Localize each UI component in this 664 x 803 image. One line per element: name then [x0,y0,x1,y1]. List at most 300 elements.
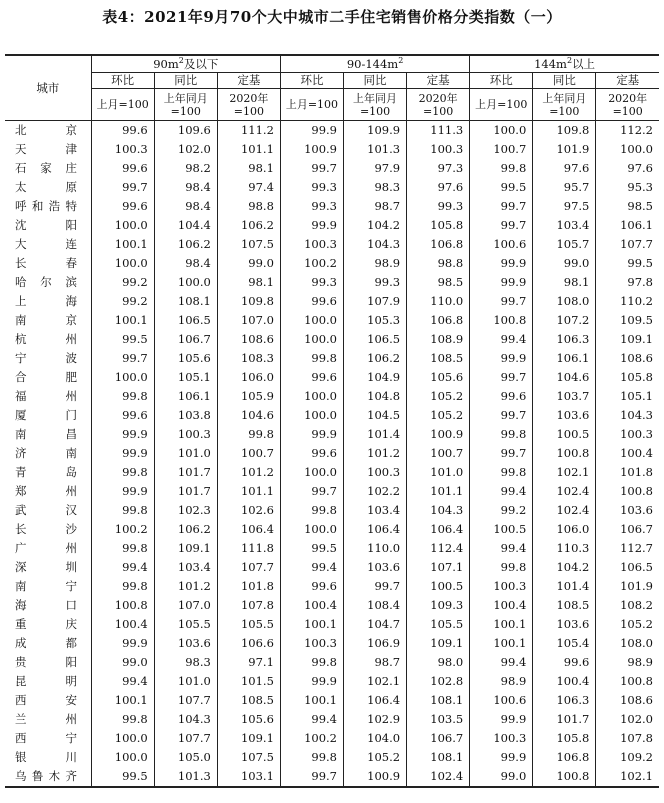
index-value-cell: 106.8 [533,748,596,767]
index-value-cell: 99.9 [470,349,533,368]
city-cell [5,577,91,596]
base-header-yoy: 上年同月=100 [154,89,217,121]
index-value-cell: 101.1 [217,482,280,501]
index-value-cell: 106.2 [344,349,407,368]
index-value-cell: 102.4 [533,482,596,501]
index-value-cell: 100.8 [596,672,659,691]
index-value-cell: 106.4 [344,520,407,539]
index-value-cell: 105.3 [344,311,407,330]
index-value-cell: 101.0 [154,444,217,463]
index-value-cell: 99.5 [596,254,659,273]
index-value-cell: 98.8 [407,254,470,273]
index-value-cell: 100.1 [91,691,154,710]
sub-header-yoy: 同比 [533,73,596,89]
index-value-cell: 105.8 [533,729,596,748]
index-value-cell: 99.4 [280,558,343,577]
index-value-cell: 103.5 [407,710,470,729]
city-name: 宁波 [15,351,77,365]
index-value-cell: 103.6 [154,634,217,653]
index-value-cell: 109.9 [344,121,407,141]
index-value-cell: 102.6 [217,501,280,520]
city-name: 武汉 [15,503,77,517]
index-value-cell: 99.7 [470,368,533,387]
index-value-cell: 99.6 [280,444,343,463]
city-name: 北京 [15,123,77,137]
index-value-cell: 99.0 [533,254,596,273]
index-value-cell: 99.5 [280,539,343,558]
sub-header-fixed-base: 定基 [596,73,659,89]
table-row [5,349,659,368]
table-row [5,577,659,596]
index-value-cell: 100.3 [280,235,343,254]
index-value-cell: 104.0 [344,729,407,748]
index-value-cell: 106.0 [533,520,596,539]
index-value-cell: 105.4 [533,634,596,653]
city-name: 成都 [15,636,77,650]
index-value-cell: 99.4 [470,539,533,558]
index-value-cell: 105.7 [533,235,596,254]
table-row [5,482,659,501]
city-name: 杭州 [15,332,77,346]
index-value-cell: 99.5 [91,330,154,349]
index-value-cell: 101.0 [407,463,470,482]
group-header-medium: $90-144m^2$ [280,55,469,73]
index-value-cell: 99.9 [280,672,343,691]
index-value-cell: 106.3 [533,330,596,349]
index-value-cell: 109.1 [407,634,470,653]
city-name: 南宁 [15,579,77,593]
index-value-cell: 108.9 [407,330,470,349]
index-value-cell: 99.6 [280,577,343,596]
index-value-cell: 98.1 [217,273,280,292]
city-cell [5,463,91,482]
index-value-cell: 109.5 [596,311,659,330]
index-value-cell: 107.7 [217,558,280,577]
index-value-cell: 98.3 [154,653,217,672]
index-value-cell: 99.6 [91,121,154,141]
index-value-cell: 102.3 [154,501,217,520]
index-value-cell: 111.3 [407,121,470,141]
index-value-cell: 100.1 [91,235,154,254]
city-cell [5,710,91,729]
city-name: 青岛 [15,465,77,479]
index-value-cell: 100.5 [470,520,533,539]
index-value-cell: 100.9 [280,140,343,159]
index-value-cell: 102.4 [533,501,596,520]
index-value-cell: 107.7 [154,729,217,748]
index-value-cell: 101.1 [217,140,280,159]
index-value-cell: 100.4 [280,596,343,615]
index-value-cell: 103.7 [533,387,596,406]
index-value-cell: 99.8 [91,387,154,406]
index-value-cell: 98.3 [344,178,407,197]
index-value-cell: 99.8 [470,159,533,178]
index-value-cell: 99.9 [280,216,343,235]
index-value-cell: 110.2 [596,292,659,311]
index-value-cell: 106.8 [407,311,470,330]
index-value-cell: 99.8 [91,577,154,596]
index-value-cell: 112.7 [596,539,659,558]
index-value-cell: 100.1 [280,691,343,710]
index-value-cell: 95.7 [533,178,596,197]
index-value-cell: 106.7 [154,330,217,349]
index-value-cell: 105.1 [154,368,217,387]
index-value-cell: 107.8 [596,729,659,748]
table-row [5,634,659,653]
index-value-cell: 98.2 [154,159,217,178]
index-value-cell: 101.3 [154,767,217,787]
table-row [5,691,659,710]
index-value-cell: 105.5 [154,615,217,634]
index-value-cell: 106.3 [533,691,596,710]
index-value-cell: 100.5 [407,577,470,596]
index-value-cell: 99.5 [91,767,154,787]
index-value-cell: 108.5 [533,596,596,615]
index-value-cell: 109.1 [154,539,217,558]
index-value-cell: 99.9 [470,748,533,767]
index-value-cell: 103.4 [154,558,217,577]
base-header-mom: 上月=100 [280,89,343,121]
index-value-cell: 101.7 [533,710,596,729]
index-value-cell: 110.3 [533,539,596,558]
table-row [5,748,659,767]
city-name: 合肥 [15,370,77,384]
table-row [5,558,659,577]
index-value-cell: 99.3 [407,197,470,216]
city-name: 上海 [15,294,77,308]
city-name: 贵阳 [15,655,77,669]
index-value-cell: 100.3 [470,577,533,596]
index-value-cell: 106.1 [533,349,596,368]
index-value-cell: 99.9 [280,425,343,444]
index-value-cell: 98.5 [407,273,470,292]
city-cell [5,748,91,767]
index-value-cell: 106.4 [217,520,280,539]
table-row [5,178,659,197]
index-value-cell: 97.6 [407,178,470,197]
city-cell [5,254,91,273]
index-value-cell: 105.2 [407,406,470,425]
table-row [5,368,659,387]
table-row [5,596,659,615]
index-value-cell: 105.5 [407,615,470,634]
table-row [5,292,659,311]
index-value-cell: 100.3 [407,140,470,159]
index-value-cell: 105.1 [596,387,659,406]
index-value-cell: 102.9 [344,710,407,729]
table-row [5,444,659,463]
index-value-cell: 99.8 [91,539,154,558]
index-value-cell: 102.1 [533,463,596,482]
city-cell [5,330,91,349]
table-row [5,463,659,482]
index-value-cell: 107.1 [407,558,470,577]
city-name: 沈阳 [15,218,77,232]
city-name: 乌鲁木齐 [15,769,77,783]
index-value-cell: 100.8 [596,482,659,501]
index-value-cell: 99.4 [91,672,154,691]
index-value-cell: 102.0 [596,710,659,729]
index-value-cell: 104.6 [533,368,596,387]
index-value-cell: 101.9 [596,577,659,596]
table-row [5,653,659,672]
index-value-cell: 108.1 [407,748,470,767]
index-value-cell: 108.1 [154,292,217,311]
index-value-cell: 98.9 [470,672,533,691]
index-value-cell: 98.4 [154,197,217,216]
index-value-cell: 101.2 [217,463,280,482]
index-value-cell: 99.6 [470,387,533,406]
index-value-cell: 99.7 [470,292,533,311]
index-value-cell: 108.6 [217,330,280,349]
index-value-cell: 100.2 [280,254,343,273]
index-value-cell: 105.2 [596,615,659,634]
index-value-cell: 105.6 [217,710,280,729]
city-name: 哈尔滨 [15,275,77,289]
index-value-cell: 99.8 [91,710,154,729]
index-value-cell: 98.7 [344,653,407,672]
index-value-cell: 99.7 [280,767,343,787]
city-name: 长春 [15,256,77,270]
index-value-cell: 98.1 [533,273,596,292]
index-value-cell: 99.0 [91,653,154,672]
index-value-cell: 100.4 [470,596,533,615]
index-value-cell: 99.6 [91,406,154,425]
index-value-cell: 108.6 [596,349,659,368]
index-value-cell: 99.7 [280,482,343,501]
index-value-cell: 103.6 [596,501,659,520]
city-name: 长沙 [15,522,77,536]
index-value-cell: 111.2 [217,121,280,141]
index-value-cell: 109.8 [533,121,596,141]
city-name: 郑州 [15,484,77,498]
index-value-cell: 100.1 [470,615,533,634]
index-value-cell: 103.6 [533,406,596,425]
city-name: 广州 [15,541,77,555]
table-row [5,121,659,141]
index-value-cell: 97.6 [533,159,596,178]
index-value-cell: 100.0 [91,254,154,273]
index-value-cell: 101.5 [217,672,280,691]
sub-header-yoy: 同比 [344,73,407,89]
index-value-cell: 109.1 [217,729,280,748]
city-cell [5,482,91,501]
index-value-cell: 105.9 [217,387,280,406]
city-cell [5,387,91,406]
index-value-cell: 100.5 [533,425,596,444]
index-value-cell: 112.4 [407,539,470,558]
base-header-fixed: 2020年=100 [407,89,470,121]
index-value-cell: 98.0 [407,653,470,672]
index-value-cell: 99.9 [91,634,154,653]
index-value-cell: 99.7 [470,444,533,463]
index-value-cell: 100.6 [470,235,533,254]
table-row [5,254,659,273]
table-row [5,710,659,729]
index-value-cell: 100.9 [344,767,407,787]
index-value-cell: 100.0 [91,748,154,767]
city-name: 济南 [15,446,77,460]
index-value-cell: 102.1 [596,767,659,787]
index-value-cell: 100.0 [280,330,343,349]
city-cell [5,368,91,387]
index-value-cell: 102.8 [407,672,470,691]
index-value-cell: 107.7 [596,235,659,254]
index-value-cell: 99.8 [470,463,533,482]
index-value-cell: 99.4 [470,482,533,501]
city-cell [5,311,91,330]
index-value-cell: 109.8 [217,292,280,311]
index-value-cell: 104.3 [344,235,407,254]
index-value-cell: 101.7 [154,463,217,482]
index-value-cell: 99.6 [91,197,154,216]
city-cell [5,235,91,254]
index-value-cell: 99.0 [217,254,280,273]
index-value-cell: 105.0 [154,748,217,767]
index-value-cell: 101.4 [533,577,596,596]
index-value-cell: 99.4 [91,558,154,577]
index-value-cell: 110.0 [407,292,470,311]
table-row [5,330,659,349]
index-value-cell: 106.7 [596,520,659,539]
index-value-cell: 95.3 [596,178,659,197]
index-value-cell: 107.7 [154,691,217,710]
city-cell [5,729,91,748]
sub-header-fixed-base: 定基 [407,73,470,89]
index-value-cell: 111.8 [217,539,280,558]
index-value-cell: 108.6 [596,691,659,710]
index-value-cell: 97.4 [217,178,280,197]
index-value-cell: 99.6 [280,292,343,311]
city-cell [5,520,91,539]
city-cell [5,653,91,672]
index-value-cell: 108.1 [407,691,470,710]
index-value-cell: 101.9 [533,140,596,159]
index-value-cell: 101.2 [344,444,407,463]
index-value-cell: 101.7 [154,482,217,501]
index-value-cell: 100.1 [91,311,154,330]
index-value-cell: 100.0 [280,463,343,482]
index-value-cell: 108.5 [217,691,280,710]
city-name: 深圳 [15,560,77,574]
index-value-cell: 100.1 [280,615,343,634]
index-value-cell: 100.9 [407,425,470,444]
index-value-cell: 108.3 [217,349,280,368]
index-value-cell: 99.9 [91,482,154,501]
base-header-fixed: 2020年=100 [596,89,659,121]
index-value-cell: 107.0 [217,311,280,330]
city-name: 昆明 [15,674,77,688]
index-value-cell: 100.8 [533,444,596,463]
index-value-cell: 107.2 [533,311,596,330]
index-value-cell: 99.7 [280,159,343,178]
index-value-cell: 99.8 [470,558,533,577]
index-value-cell: 104.5 [344,406,407,425]
table-row [5,520,659,539]
index-value-cell: 99.9 [91,444,154,463]
table-row [5,501,659,520]
index-value-cell: 99.8 [91,501,154,520]
city-name: 南京 [15,313,77,327]
index-value-cell: 102.0 [154,140,217,159]
city-cell [5,121,91,141]
city-cell [5,444,91,463]
base-header-yoy: 上年同月=100 [344,89,407,121]
index-value-cell: 99.7 [470,197,533,216]
city-name: 南昌 [15,427,77,441]
index-value-cell: 106.9 [344,634,407,653]
index-value-cell: 97.9 [344,159,407,178]
index-value-cell: 99.8 [217,425,280,444]
index-value-cell: 100.0 [154,273,217,292]
index-value-cell: 99.9 [470,254,533,273]
index-value-cell: 99.9 [280,121,343,141]
city-cell [5,767,91,787]
city-cell [5,216,91,235]
index-value-cell: 100.0 [91,368,154,387]
index-value-cell: 110.0 [344,539,407,558]
sub-header-yoy: 同比 [154,73,217,89]
index-value-cell: 105.8 [407,216,470,235]
city-name: 福州 [15,389,77,403]
index-value-cell: 99.0 [470,767,533,787]
index-value-cell: 104.3 [154,710,217,729]
index-value-cell: 99.2 [91,292,154,311]
table-row [5,729,659,748]
index-value-cell: 104.9 [344,368,407,387]
index-value-cell: 99.8 [280,501,343,520]
index-value-cell: 100.0 [280,520,343,539]
city-name: 呼和浩特 [15,199,77,213]
table-row [5,672,659,691]
table-row [5,140,659,159]
index-value-cell: 100.4 [91,615,154,634]
index-value-cell: 103.4 [533,216,596,235]
index-value-cell: 102.1 [344,672,407,691]
table-header [5,55,659,121]
index-value-cell: 109.3 [407,596,470,615]
city-cell [5,558,91,577]
index-value-cell: 100.0 [91,216,154,235]
index-value-cell: 98.1 [217,159,280,178]
index-value-cell: 105.2 [407,387,470,406]
index-value-cell: 106.2 [154,520,217,539]
index-value-cell: 99.7 [91,178,154,197]
index-value-cell: 105.8 [596,368,659,387]
index-value-cell: 100.7 [407,444,470,463]
city-name: 大连 [15,237,77,251]
index-value-cell: 106.2 [154,235,217,254]
city-name: 重庆 [15,617,77,631]
base-header-fixed: 2020年=100 [217,89,280,121]
city-name: 西安 [15,693,77,707]
index-value-cell: 106.0 [217,368,280,387]
index-value-cell: 100.1 [470,634,533,653]
index-value-cell: 106.5 [596,558,659,577]
index-value-cell: 99.8 [280,748,343,767]
city-column-header: 城市 [5,55,91,121]
index-value-cell: 103.6 [344,558,407,577]
table-row [5,767,659,787]
index-value-cell: 106.4 [407,520,470,539]
city-cell [5,672,91,691]
city-cell [5,691,91,710]
index-value-cell: 99.7 [344,577,407,596]
index-value-cell: 97.6 [596,159,659,178]
index-value-cell: 101.0 [154,672,217,691]
index-value-cell: 97.8 [596,273,659,292]
index-value-cell: 103.1 [217,767,280,787]
